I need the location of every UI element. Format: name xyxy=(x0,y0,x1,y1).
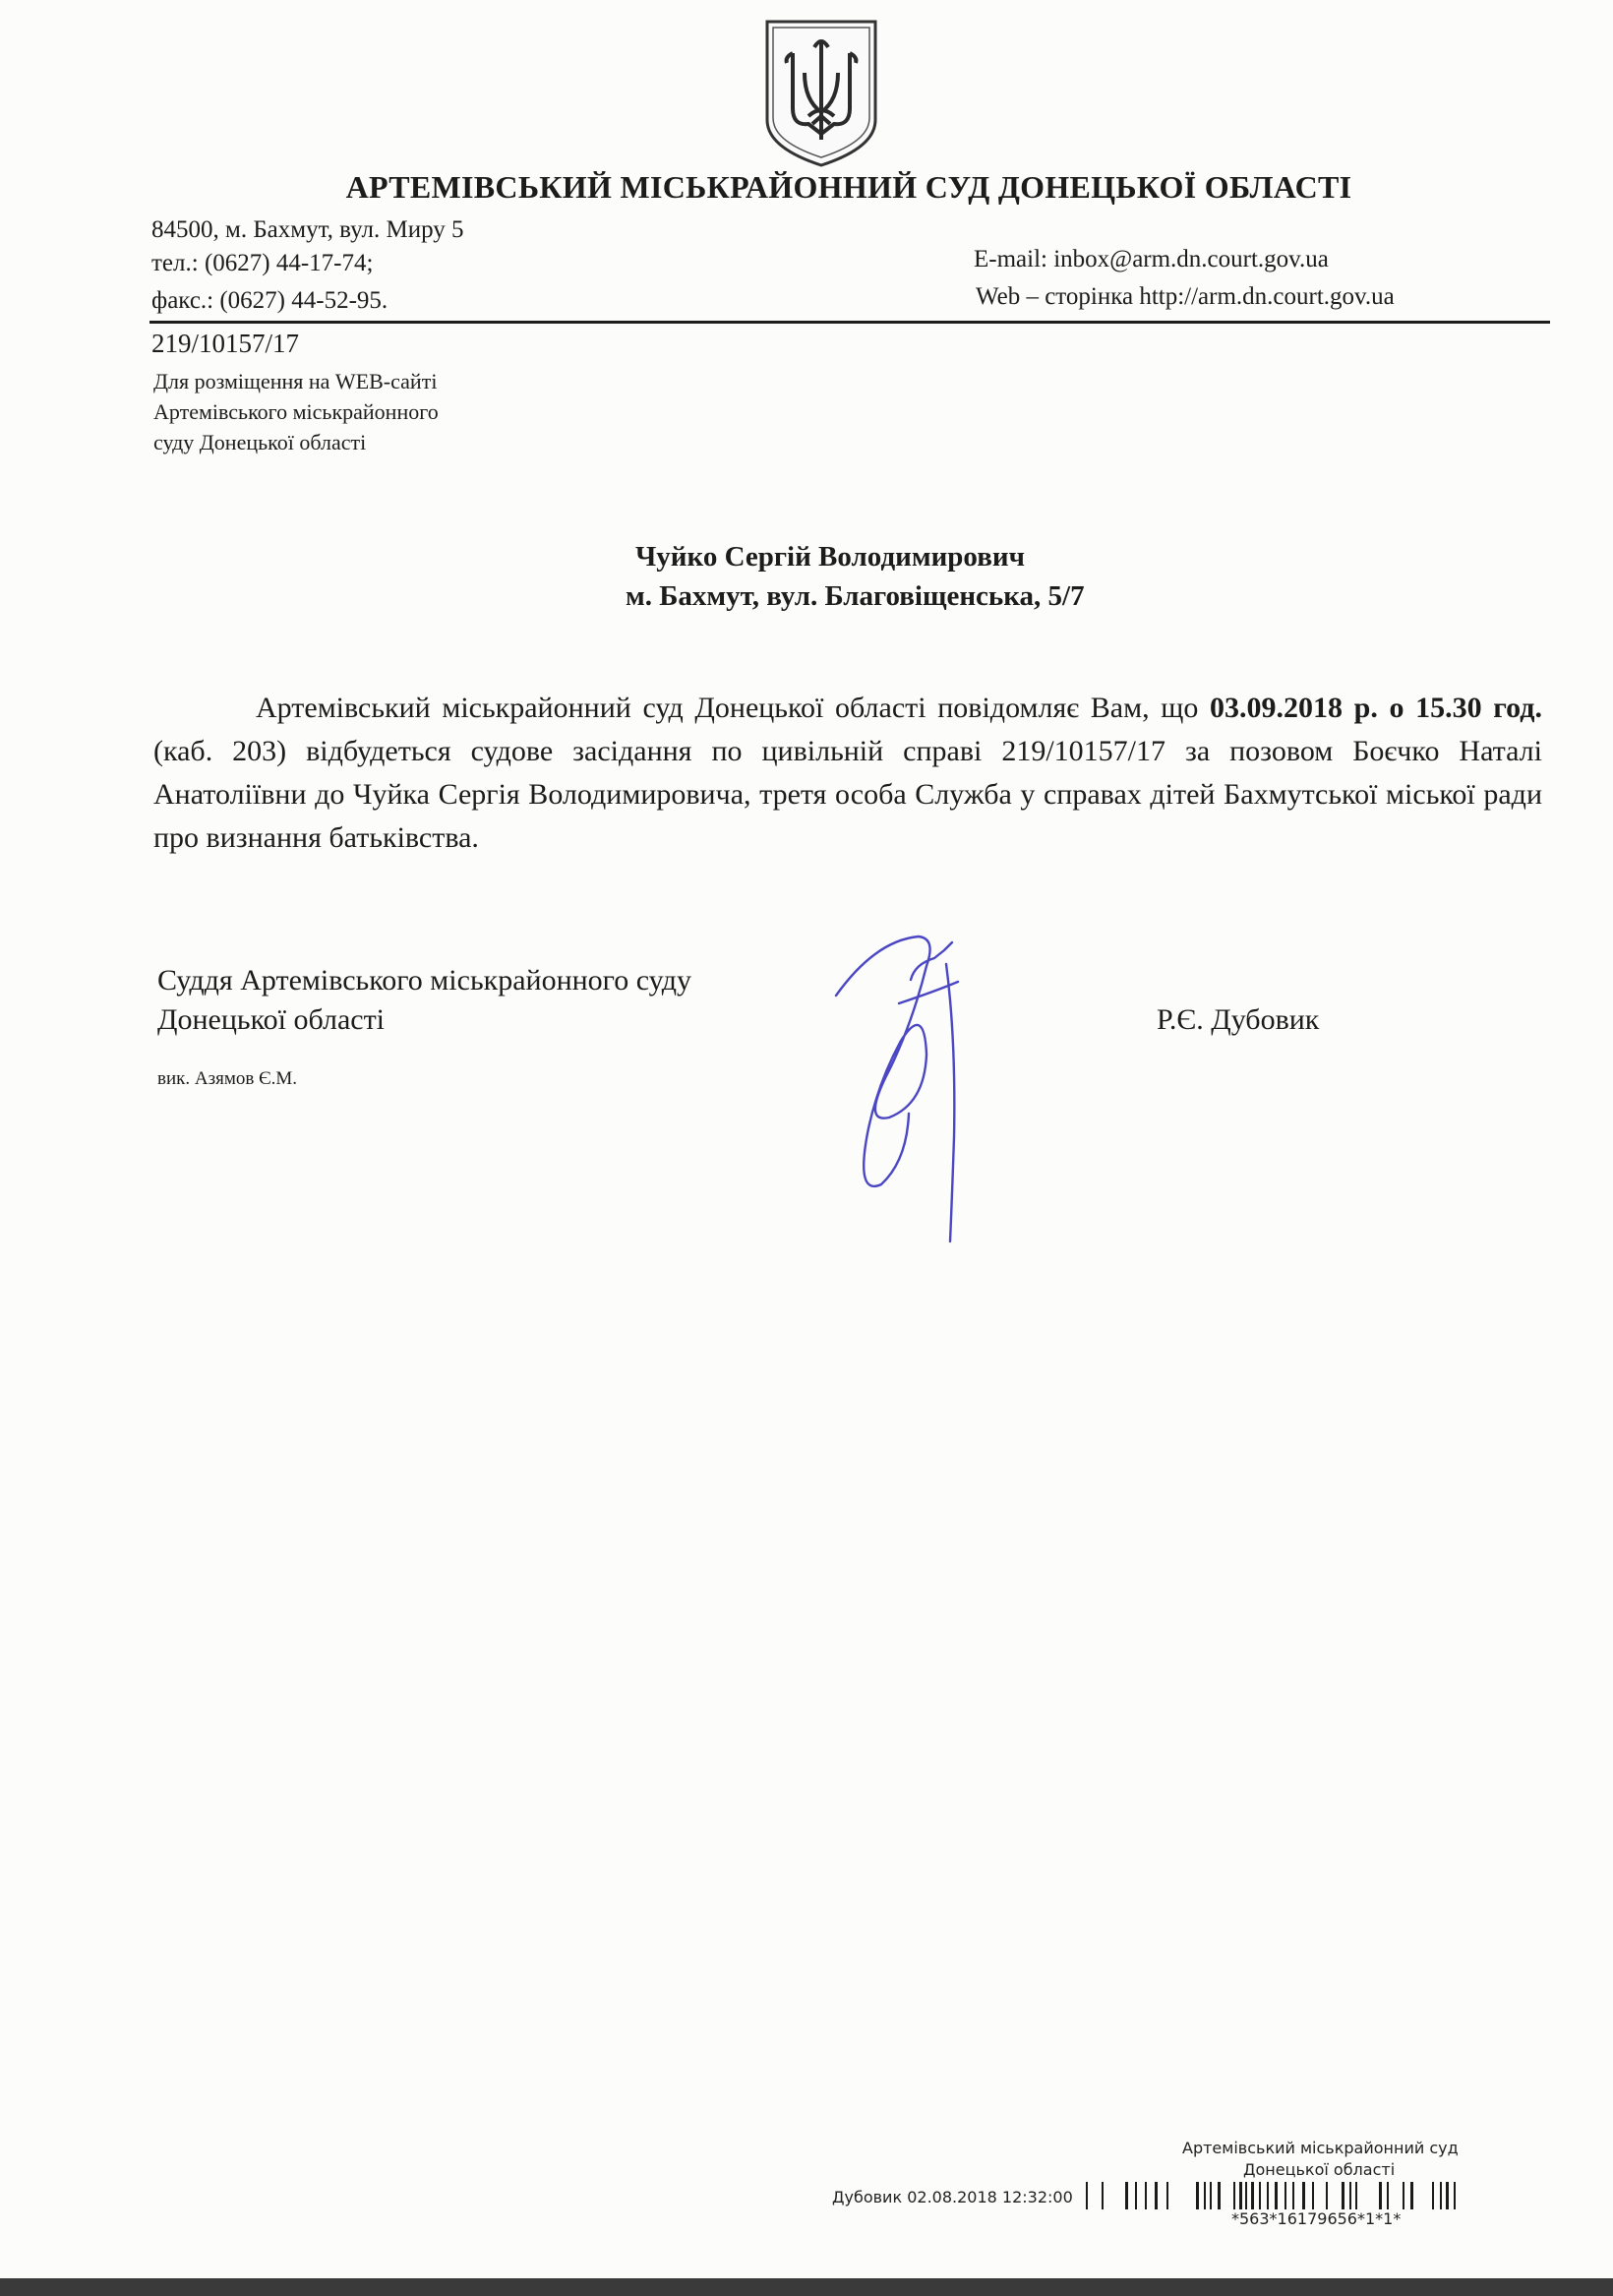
notice-text-part1: Артемівський міськрайонний суд Донецької області повідомляє Вам, що xyxy=(256,692,1210,724)
executor-note: вик. Азямов Є.М. xyxy=(157,1068,298,1089)
judge-name: Р.Є. Дубовик xyxy=(1157,1003,1320,1036)
handwritten-signature xyxy=(816,921,984,1245)
trident-coat-of-arms-icon xyxy=(763,18,879,167)
court-email: E-mail: inbox@arm.dn.court.gov.ua xyxy=(974,246,1329,272)
hearing-date-time: 03.09.2018 р. о 15.30 год. xyxy=(1210,692,1542,724)
addressee-name: Чуйко Сергій Володимирович xyxy=(635,541,1025,573)
placement-note-line: Артемівського міськрайонного xyxy=(153,399,439,424)
case-number: 219/10157/17 xyxy=(151,329,300,358)
court-address: 84500, м. Бахмут, вул. Миру 5 xyxy=(151,216,464,243)
court-website: Web – сторінка http://arm.dn.court.gov.ua xyxy=(976,283,1395,310)
placement-note xyxy=(153,366,439,457)
header-divider xyxy=(149,321,1550,324)
scan-bottom-edge xyxy=(0,2278,1613,2296)
barcode-text: *563*16179656*1*1* xyxy=(1231,2209,1402,2228)
placement-note-line: Для розміщення на WEB-сайті xyxy=(153,369,438,393)
notice-text-part2: (каб. 203) відбудеться судове засідання по цивільній справі 219/10157/17 за позовом Боєчко Наталі Анатоліївни до Чуйка Сергія Володимировича, третя особа Служба у справах дітей Бахмутської міської ради про визнання батьківства. xyxy=(153,735,1542,854)
stamp-signed-info: Дубовик 02.08.2018 12:32:00 xyxy=(832,2188,1073,2206)
barcode-icon xyxy=(1086,2182,1558,2209)
stamp-court-line1: Артемівський міськрайонний суд xyxy=(1182,2139,1459,2157)
judge-title-line2: Донецької області xyxy=(157,1003,386,1036)
notice-body xyxy=(153,687,1542,860)
stamp-court-line2: Донецької області xyxy=(1243,2160,1396,2179)
addressee-address: м. Бахмут, вул. Благовіщенська, 5/7 xyxy=(626,580,1085,612)
placement-note-line: суду Донецької області xyxy=(153,430,367,454)
court-name-heading: АРТЕМІВСЬКИЙ МІСЬКРАЙОННИЙ СУД ДОНЕЦЬКОЇ ОБЛАСТІ xyxy=(345,169,1352,205)
court-phone: тел.: (0627) 44-17-74; xyxy=(151,250,374,276)
judge-title-line1: Суддя Артемівського міськрайонного суду xyxy=(157,964,692,997)
court-fax: факс.: (0627) 44-52-95. xyxy=(151,287,388,314)
